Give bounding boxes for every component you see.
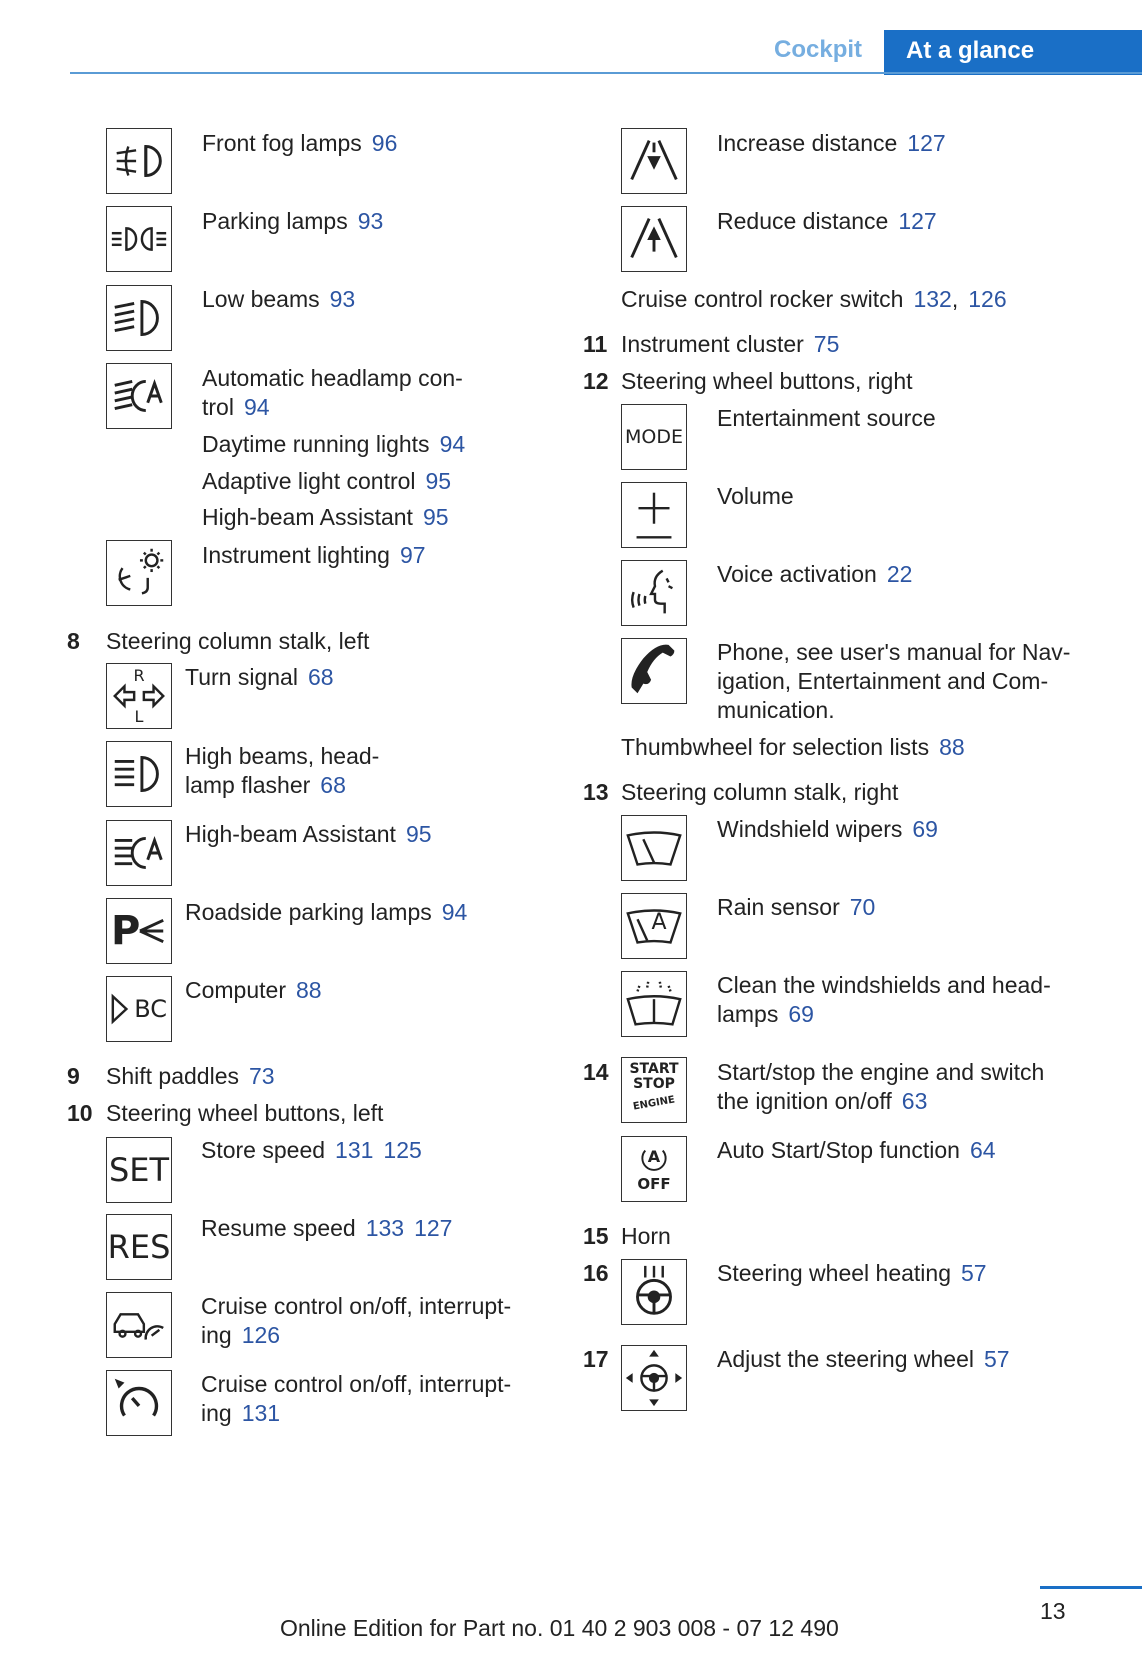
list-item: Instrument lighting 97	[202, 542, 426, 568]
list-item: Parking lamps 93	[202, 208, 384, 234]
list-item: Adaptive light control 95	[202, 468, 452, 494]
item-number: 15	[583, 1223, 609, 1249]
res-text: RES	[107, 1228, 171, 1266]
auto-start-stop-a: A	[647, 1147, 661, 1166]
computer-bc-text: BC	[134, 995, 167, 1023]
item-number: 13	[583, 779, 609, 805]
list-item: Voice activation 22	[717, 561, 913, 587]
list-item: Adjust the steering wheel 57	[717, 1346, 1010, 1372]
page-number-rule	[1040, 1586, 1142, 1589]
list-item: munication.	[717, 697, 835, 723]
automatic-headlamp-icon	[106, 363, 172, 429]
reduce-distance-icon	[621, 206, 687, 272]
windshield-wipers-icon	[621, 815, 687, 881]
section-heading: Instrument cluster 75	[621, 331, 840, 357]
list-item: ing 126	[201, 1322, 281, 1348]
list-item: Roadside parking lamps 94	[185, 899, 468, 925]
list-item: High-beam Assistant 95	[202, 504, 449, 530]
list-item: Resume speed 133 127	[201, 1215, 453, 1241]
front-fog-lamps-icon	[106, 128, 172, 194]
list-item: Phone, see user's manual for Nav-	[717, 639, 1071, 665]
list-item: Reduce distance 127	[717, 208, 937, 234]
parking-lamps-icon	[106, 206, 172, 272]
list-item: Front fog lamps 96	[202, 130, 398, 156]
cruise-control-gauge-icon	[106, 1370, 172, 1436]
auto-start-stop-off: OFF	[637, 1175, 671, 1193]
section-heading: Steering column stalk, left	[106, 628, 370, 654]
item-number: 14	[583, 1059, 609, 1085]
set-text: SET	[108, 1151, 170, 1189]
list-item: Clean the windshields and head-	[717, 972, 1051, 998]
section-title: Cockpit	[774, 36, 863, 63]
item-number: 9	[67, 1063, 80, 1089]
list-item: Turn signal 68	[185, 664, 334, 690]
list-item: lamp flasher 68	[185, 772, 346, 798]
item-number: 8	[67, 628, 80, 654]
list-item: ing 131	[201, 1400, 281, 1426]
list-item: Store speed 131 125	[201, 1137, 422, 1163]
item-number: 17	[583, 1346, 609, 1372]
item-number: 12	[583, 368, 609, 394]
volume-icon	[621, 482, 687, 548]
set-icon	[106, 1137, 172, 1203]
instrument-lighting-icon	[106, 540, 172, 606]
list-item: Steering wheel heating 57	[717, 1260, 987, 1286]
list-item: Daytime running lights 94	[202, 431, 466, 457]
adjust-steering-wheel-icon	[621, 1345, 687, 1411]
section-heading: Shift paddles 73	[106, 1063, 275, 1089]
list-item: Cruise control on/off, interrupt-	[201, 1371, 512, 1397]
list-item: igation, Entertainment and Com-	[717, 668, 1049, 694]
section-heading: Steering wheel buttons, left	[106, 1100, 384, 1126]
item-number: 11	[583, 331, 608, 357]
turn-signal-l: L	[134, 707, 144, 726]
start-stop-icon	[621, 1057, 687, 1123]
list-item: Windshield wipers 69	[717, 816, 938, 842]
phone-icon	[621, 638, 687, 704]
roadside-parking-icon	[106, 898, 172, 964]
high-beams-icon	[106, 741, 172, 807]
res-icon	[106, 1214, 172, 1280]
start-stop-label: START STOP ENGINE	[629, 1061, 679, 1113]
chapter-tab: At a glance	[884, 30, 1142, 75]
list-item: Cruise control rocker switch 132, 126	[621, 286, 1007, 312]
section-heading: Horn	[621, 1223, 671, 1249]
section-heading: Steering wheel buttons, right	[621, 368, 913, 394]
auto-start-stop-icon	[621, 1136, 687, 1202]
footer-edition: Online Edition for Part no. 01 40 2 903 008 - 07 12 490	[280, 1615, 839, 1641]
list-item: the ignition on/off 63	[717, 1088, 928, 1114]
list-item: Start/stop the engine and switch	[717, 1059, 1045, 1085]
list-item: trol 94	[202, 394, 270, 420]
item-number: 10	[67, 1100, 93, 1126]
list-item: lamps 69	[717, 1001, 814, 1027]
list-item: Computer 88	[185, 977, 322, 1003]
voice-activation-icon	[621, 560, 687, 626]
cruise-control-car-icon	[106, 1292, 172, 1358]
wash-icon	[621, 971, 687, 1037]
list-item: Volume	[717, 483, 794, 509]
list-item: Thumbwheel for selection lists 88	[621, 734, 965, 760]
turn-signal-r: R	[133, 666, 145, 685]
rain-sensor-icon	[621, 893, 687, 959]
list-item: Auto Start/Stop function 64	[717, 1137, 996, 1163]
list-item: High beams, head-	[185, 743, 380, 769]
list-item: Low beams 93	[202, 286, 356, 312]
item-number: 16	[583, 1260, 609, 1286]
section-heading: Steering column stalk, right	[621, 779, 899, 805]
low-beams-icon	[106, 285, 172, 351]
rain-sensor-letter: A	[651, 909, 667, 935]
mode-icon	[621, 404, 687, 470]
high-beam-assistant-icon	[106, 820, 172, 886]
increase-distance-icon	[621, 128, 687, 194]
turn-signal-icon	[106, 663, 172, 729]
list-item: Increase distance 127	[717, 130, 946, 156]
list-item: High-beam Assistant 95	[185, 821, 432, 847]
list-item: Entertainment source	[717, 405, 936, 431]
list-item: Cruise control on/off, interrupt-	[201, 1293, 512, 1319]
roadside-parking-letter: P	[111, 908, 141, 954]
list-item: Rain sensor 70	[717, 894, 876, 920]
mode-text: MODE	[625, 426, 683, 448]
steering-wheel-heating-icon	[621, 1259, 687, 1325]
page-number: 13	[1040, 1598, 1066, 1624]
header-rule	[70, 72, 1142, 74]
list-item: Automatic headlamp con-	[202, 365, 463, 391]
computer-bc-icon	[106, 976, 172, 1042]
